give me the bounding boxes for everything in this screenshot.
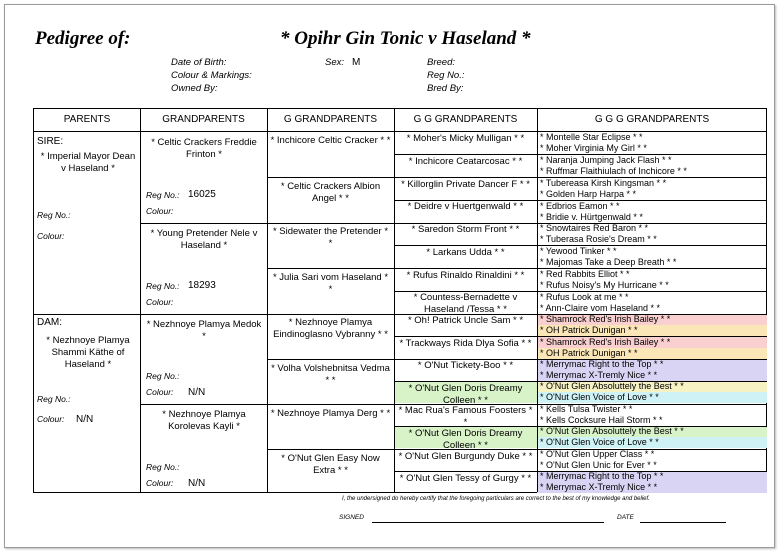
gg-grandparent-name: * Inchicore Ceatarcosac * * <box>408 156 523 167</box>
header-parents: PARENTS <box>63 114 111 125</box>
ggg-grandparent-name: * Tubereasa Kirsh Kingsman * * <box>540 178 667 188</box>
ggg-grandparent-name: * Majomas Take a Deep Breath * * <box>540 257 677 267</box>
gg-grandparent-name: * O'Nut Glen Burgundy Duke * * <box>398 451 533 462</box>
reg-no-label: Reg No.: <box>146 462 180 472</box>
sex-value: M <box>352 57 361 68</box>
ggg-grandparent-name: * O'Nut Glen Absoluttely the Best * * <box>540 426 684 436</box>
colour-label: Colour: <box>37 414 65 424</box>
date-line <box>640 522 726 523</box>
gg-grandparent-name: * Mac Rua's Famous Foosters * * <box>398 405 533 426</box>
grandparent-name: * Nezhnoye Plamya Medok * <box>146 319 262 342</box>
ggg-grandparent-name: * OH Patrick Dunigan * * <box>540 348 638 358</box>
ggg-grandparent-name: * Edbrios Eamon * * <box>540 201 620 211</box>
reg-no-label: Reg No.: <box>37 394 71 404</box>
ggg-grandparent-name: * Naranja Jumping Jack Flash * * <box>540 155 672 165</box>
ggg-grandparent-name: * Montelle Star Eclipse * * <box>540 132 643 142</box>
gg-grandparent-name: * Trackways Rida Dlya Sofia * * <box>399 338 532 349</box>
grandparent-name: * Young Pretender Nele v Haseland * <box>150 228 258 251</box>
ggg-grandparent-name: * Merrymac X-Tremly Nice * * <box>540 370 658 380</box>
sex-label: Sex: <box>325 57 345 68</box>
grandparent-reg-no: 16025 <box>188 189 216 200</box>
reg-no-label: Reg No.: <box>146 371 180 381</box>
ggg-grandparent-name: * Shamrock Red's Irish Bailey * * <box>540 314 671 324</box>
ggg-grandparent-name: * Red Rabbits Elliot * * <box>540 269 630 279</box>
grandparent-reg-no: 18293 <box>188 280 216 291</box>
gg-grandparent-name: * O'Nut Glen Tessy of Gurgy * * <box>399 473 532 484</box>
colour-label: Colour: <box>146 387 174 397</box>
owned-by-label: Owned By: <box>171 83 218 94</box>
ggg-grandparent-name: * Rufus Noisy's My Hurricane * * <box>540 280 669 290</box>
ggg-grandparent-name: * Shamrock Red's Irish Bailey * * <box>540 337 671 347</box>
ggg-grandparent-name: * Kells Tulsa Twister * * <box>540 404 633 414</box>
signature-line <box>372 522 604 523</box>
dam-name: * Nezhnoye Plamya Shammi Käthe of Haseland * <box>46 335 130 370</box>
reg-no-label: Reg No.: <box>37 210 71 220</box>
bred-by-label: Bred By: <box>427 83 464 94</box>
ggg-grandparent-name: * Golden Harp Harpa * * <box>540 189 637 199</box>
colour-markings-label: Colour & Markings: <box>171 70 252 81</box>
pedigree-table <box>33 108 767 493</box>
g-grandparent-name: * Sidewater the Pretender * * <box>272 226 389 249</box>
g-grandparent-name: * Celtic Crackers Albion Angel * * <box>280 181 381 204</box>
pedigree-of-label: Pedigree of: <box>35 28 131 49</box>
grandparent-name: * Celtic Crackers Freddie Frinton * <box>151 137 257 160</box>
ggg-grandparent-name: * Bridie v. Hürtgenwald * * <box>540 212 643 222</box>
column-divider <box>267 109 268 492</box>
reg-no-label: Reg No.: <box>146 281 180 291</box>
grandparent-name: * Nezhnoye Plamya Korolevas Kayli * <box>162 409 246 432</box>
gg-grandparent-name: * Saredon Storm Front * * <box>411 224 520 235</box>
gg-grandparent-name: * O'Nut Glen Doris Dreamy Colleen * * <box>408 428 523 449</box>
ggg-grandparent-name: * Ann-Claire vom Haseland * * <box>540 303 661 313</box>
ggg-grandparent-name: * O'Nut Glen Voice of Love * * <box>540 437 659 447</box>
dog-name-title: * Opihr Gin Tonic v Haseland * <box>280 28 531 49</box>
gg-grandparent-name: * Killorglin Private Dancer F * * <box>401 179 530 190</box>
colour-label: Colour: <box>146 478 174 488</box>
g-grandparent-name: * Volha Volshebnitsa Vedma * * <box>271 363 390 386</box>
gg-grandparent-name: * O'Nut Glen Doris Dreamy Colleen * * <box>408 383 523 404</box>
ggg-grandparent-name: * Snowtaires Red Baron * * <box>540 223 649 233</box>
ggg-grandparent-name: * O'Nut Glen Absoluttely the Best * * <box>540 381 684 391</box>
colour-label: Colour: <box>146 297 174 307</box>
g-grandparent-name: * Julia Sari vom Haseland * * <box>272 272 389 295</box>
gg-grandparent-name: * Rufus Rinaldo Rinaldini * * <box>406 270 525 281</box>
g-grandparent-name: * Nezhnoye Plamya Eindinoglasno Vybranny * * <box>273 317 388 340</box>
ggg-grandparent-name: * Ruffmar Flaithiulach of Inchicore * * <box>540 166 687 176</box>
header-ggg-grandparents: G G G GRANDPARENTS <box>594 114 710 125</box>
ggg-grandparent-name: * Moher Virginia My Girl * * <box>540 143 647 153</box>
header-grandparents: GRANDPARENTS <box>162 114 245 125</box>
colour-label: Colour: <box>146 206 174 216</box>
g-grandparent-name: * Inchicore Celtic Cracker * * <box>270 135 391 146</box>
colour-label: Colour: <box>37 231 65 241</box>
ggg-grandparent-name: * Merrymac Right to the Top * * <box>540 471 664 481</box>
ggg-grandparent-name: * Kells Cocksure Hail Storm * * <box>540 415 663 425</box>
date-of-birth-label: Date of Birth: <box>171 57 227 68</box>
header-gg-grandparents: G G GRANDPARENTS <box>413 114 518 125</box>
dam-label: DAM: <box>37 317 62 328</box>
g-grandparent-name: * Nezhnoye Plamya Derg * * <box>270 408 391 419</box>
ggg-grandparent-name: * Merrymac X-Tremly Nice * * <box>540 482 658 492</box>
sire-label: SIRE: <box>37 136 64 147</box>
sire-name: * Imperial Mayor Dean v Haseland * <box>40 151 136 174</box>
ggg-grandparent-name: * O'Nut Glen Upper Class * * <box>540 449 655 459</box>
reg-no-label: Reg No.: <box>146 190 180 200</box>
ggg-grandparent-name: * OH Patrick Dunigan * * <box>540 325 638 335</box>
ggg-grandparent-name: * O'Nut Glen Unic for Ever * * <box>540 460 657 470</box>
column-divider <box>394 109 395 492</box>
dam-colour-value: N/N <box>76 414 94 425</box>
ggg-grandparent-name: * O'Nut Glen Voice of Love * * <box>540 392 659 402</box>
gg-grandparent-name: * O'Nut Tickety-Boo * * <box>417 360 514 371</box>
ggg-grandparent-name: * Tuberasa Rosie's Dream * * <box>540 234 657 244</box>
signed-label: SIGNED <box>339 514 364 521</box>
ggg-grandparent-name: * Rufus Look at me * * <box>540 292 629 302</box>
grandparent-colour: N/N <box>188 478 206 489</box>
reg-no-label: Reg No.: <box>427 70 465 81</box>
ggg-grandparent-name: * Yewood Tinker * * <box>540 246 617 256</box>
gg-grandparent-name: * Countess-Bernadette v Haseland /Tessa * * <box>413 292 518 314</box>
date-label: DATE <box>617 514 634 521</box>
header-g-grandparents: G GRANDPARENTS <box>283 114 378 125</box>
grandparent-colour: N/N <box>188 387 206 398</box>
gg-grandparent-name: * Moher's Micky Mulligan * * <box>406 133 525 144</box>
column-divider <box>140 109 141 492</box>
breed-label: Breed: <box>427 57 455 68</box>
gg-grandparent-name: * Oh! Patrick Uncle Sam * * <box>407 315 524 326</box>
gg-grandparent-name: * Deidre v Huertgenwald * * <box>407 201 524 212</box>
ggg-grandparent-name: * Merrymac Right to the Top * * <box>540 359 664 369</box>
g-grandparent-name: * O'Nut Glen Easy Now Extra * * <box>281 453 380 476</box>
certification-text: I, the undersigned do hereby certify that the foregoing particulars are correct to the best of my knowledge and belief. <box>342 496 650 502</box>
gg-grandparent-name: * Larkans Udda * * <box>426 247 505 258</box>
